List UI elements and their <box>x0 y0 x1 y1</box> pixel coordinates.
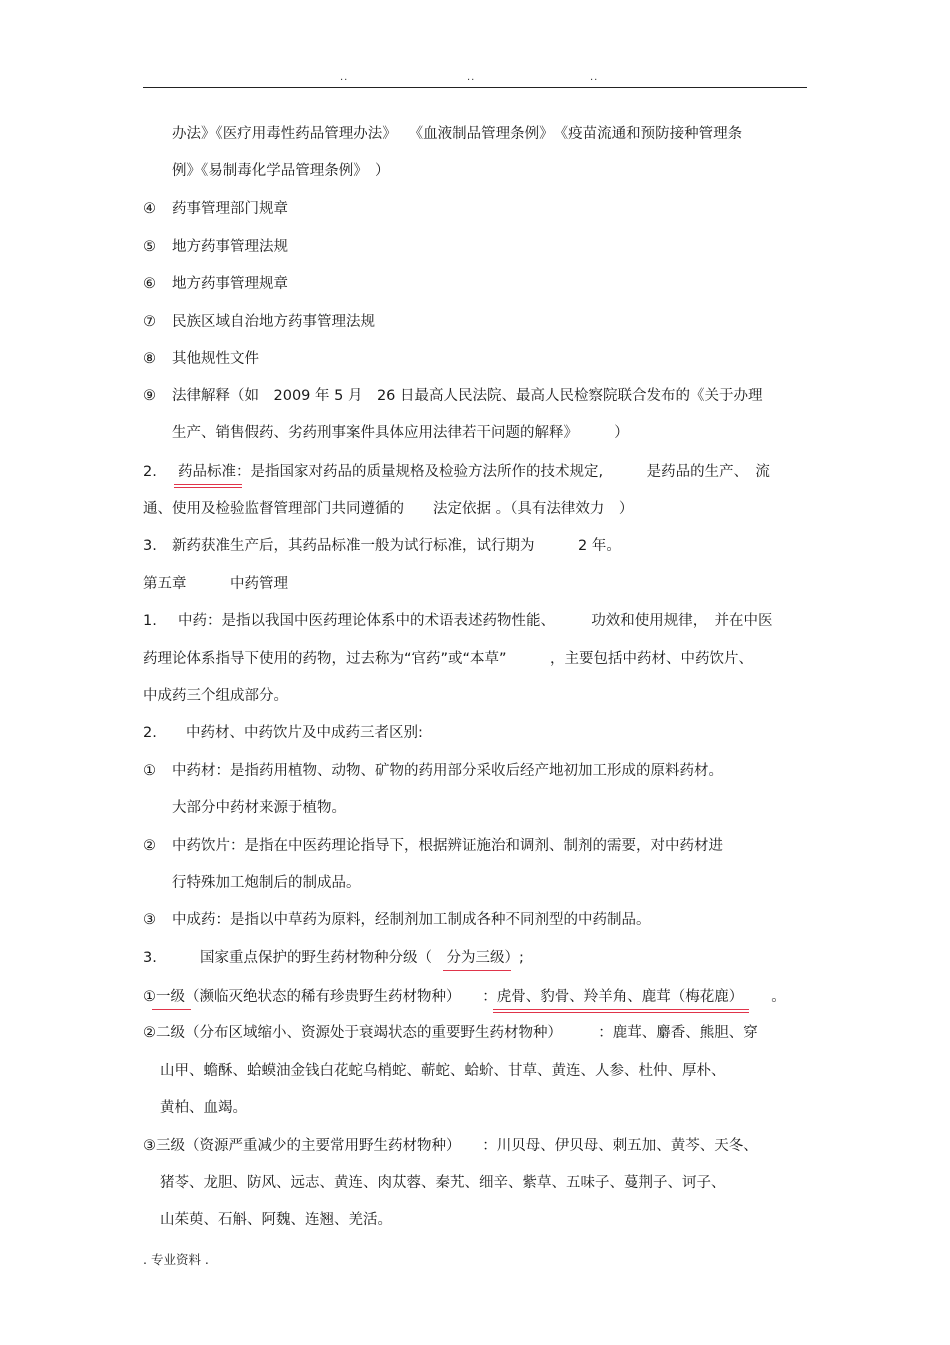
list-number: ⑨ <box>143 388 156 404</box>
paragraph-line: 黄柏、血竭。 <box>160 1100 247 1116</box>
paragraph-line: 中药：是指以我国中医药理论体系中的术语表述药物性能、 功效和使用规律， 并在中医 <box>178 613 773 629</box>
list-number: ⑦ <box>143 314 156 330</box>
paragraph-line: ③三级（资源严重减少的主要常用野生药材物种） ：川贝母、伊贝母、刺五加、黄芩、天冬、 <box>143 1138 758 1154</box>
underlined-term: 一级 <box>156 989 185 1005</box>
paragraph-line: ②二级（分布区域缩小、资源处于衰竭状态的重要野生药材物种） ：鹿茸、麝香、熊胆、穿 <box>143 1025 758 1041</box>
list-number: ④ <box>143 201 156 217</box>
section-number: 2. <box>143 464 157 480</box>
list-number: ① <box>143 989 156 1005</box>
paragraph-line: 中成药三个组成部分。 <box>143 688 288 704</box>
header-dots: .. <box>340 72 349 83</box>
section-number: 1. <box>143 613 157 629</box>
paragraph-line: 山茱萸、石斛、阿魏、连翘、羌活。 <box>160 1212 392 1228</box>
paragraph-line: 山甲、蟾酥、蛤蟆油金钱白花蛇乌梢蛇、蕲蛇、蛤蚧、甘草、黄连、人参、杜仲、厚朴、 <box>160 1063 726 1079</box>
chapter-heading: 第五章 中药管理 <box>143 576 288 592</box>
paragraph-line: 猪苓、龙胆、防风、远志、黄连、肉苁蓉、秦艽、细辛、紫草、五味子、蔓荆子、诃子、 <box>160 1175 726 1191</box>
paragraph-line <box>200 948 524 968</box>
header-dots: .. <box>467 72 476 83</box>
text-segment: （濒临灭绝状态的稀有珍贵野生药材物种） ： <box>185 989 497 1005</box>
underlined-term: 虎骨、豹骨、羚羊角、鹿茸（梅花鹿） <box>496 989 744 1005</box>
underlined-term: 药品标准 <box>178 464 236 480</box>
list-number: ⑥ <box>143 276 156 292</box>
paragraph-line: 例》《易制毒化学品管理条例》 ） <box>172 163 390 179</box>
list-item: 中药饮片：是指在中医药理论指导下，根据辨证施治和调剂、制剂的需要，对中药材进 <box>172 838 723 854</box>
list-item: 地方药事管理法规 <box>172 239 288 255</box>
list-item: 其他规性文件 <box>172 351 259 367</box>
paragraph-line <box>178 462 770 482</box>
list-number: ② <box>143 838 156 854</box>
list-item: 药事管理部门规章 <box>172 201 288 217</box>
section-number: 3. <box>143 950 157 966</box>
header-dots: .. <box>590 72 599 83</box>
paragraph-line: 新药获准生产后，其药品标准一般为试行标准，试行期为 2 年。 <box>172 538 621 554</box>
footer-text: . 专业资料 . <box>143 1252 209 1267</box>
definition-text: ：是指国家对药品的质量规格及检验方法所作的技术规定, 是药品的生产、 流 <box>236 464 770 480</box>
paragraph-line: 办法》《医疗用毒性药品管理办法》 《血液制品管理条例》 《疫苗流通和预防接种管理条 <box>172 126 743 142</box>
text-segment: 国家重点保护的野生药材物种分级（ <box>200 950 447 966</box>
list-number: ① <box>143 763 156 779</box>
paragraph-line: 药理论体系指导下使用的药物，过去称为“官药”或“本草” ，主要包括中药材、中药饮片、 <box>143 651 754 667</box>
list-item-continuation: 生产、销售假药、劣药刑事案件具体应用法律若干问题的解释》 ） <box>172 425 629 441</box>
list-number: ⑧ <box>143 351 156 367</box>
paragraph-line: 通、使用及检验监督管理部门共同遵循的 法定依据 。（具有法律效力 ） <box>143 501 634 517</box>
header-rule <box>143 87 807 88</box>
list-item: 中药材：是指药用植物、动物、矿物的药用部分采收后经产地初加工形成的原料药材。 <box>172 763 723 779</box>
text-segment: ）; <box>504 950 524 966</box>
text-segment: 。 <box>771 989 786 1005</box>
list-item: 地方药事管理规章 <box>172 276 288 292</box>
paragraph-line: 中药材、中药饮片及中成药三者区别: <box>186 725 423 741</box>
section-number: 2. <box>143 725 157 741</box>
paragraph-line <box>143 987 786 1007</box>
list-item-continuation: 行特殊加工炮制后的制成品。 <box>172 875 361 891</box>
list-number: ③ <box>143 912 156 928</box>
list-item-continuation: 大部分中药材来源于植物。 <box>172 800 346 816</box>
list-number: ⑤ <box>143 239 156 255</box>
list-item: 民族区域自治地方药事管理法规 <box>172 314 375 330</box>
list-item: 法律解释（如 2009 年 5 月 26 日最高人民法院、最高人民检察院联合发布的《关于办理 <box>172 388 763 404</box>
underlined-term: 分为三级 <box>446 950 505 966</box>
section-number: 3. <box>143 538 157 554</box>
list-item: 中成药：是指以中草药为原料，经制剂加工制成各种不同剂型的中药制品。 <box>172 912 651 928</box>
